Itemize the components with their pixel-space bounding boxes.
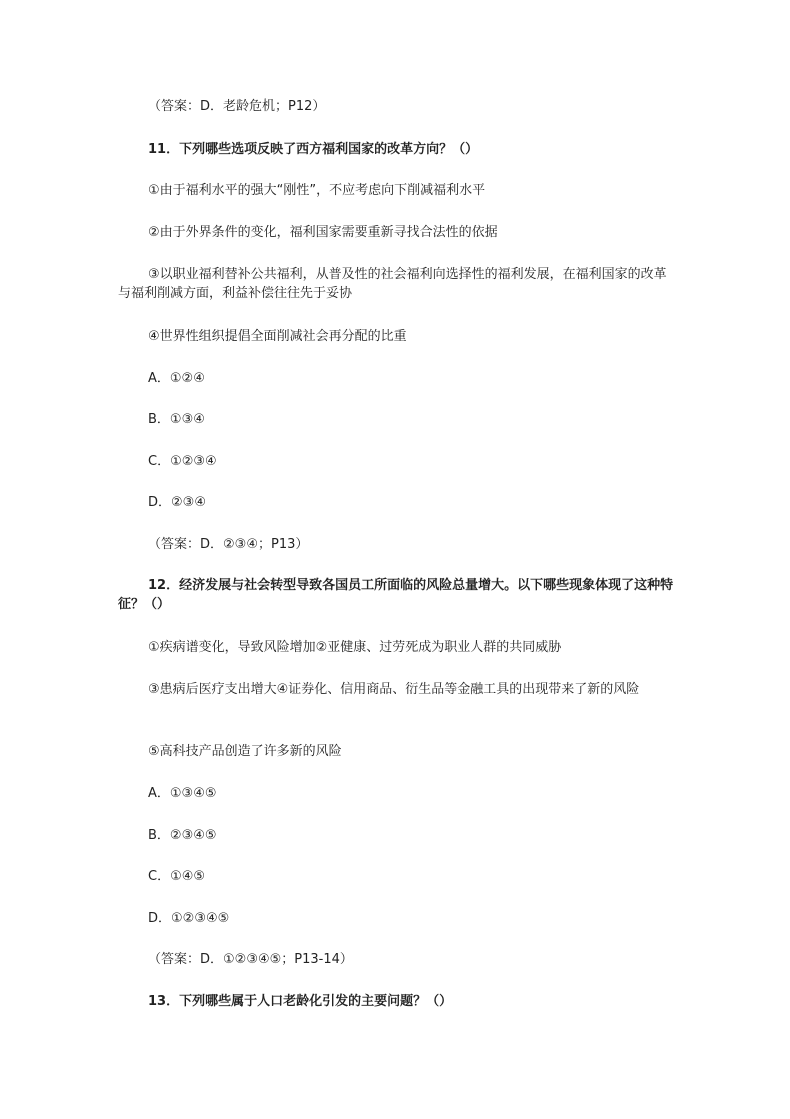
question-12-option-c: C．①④⑤	[148, 869, 206, 884]
question-11-option-d: D．②③④	[148, 495, 206, 510]
question-12-option-a: A．①③④⑤	[148, 786, 217, 801]
question-11-stem: 11．下列哪些选项反映了西方福利国家的改革方向？（）	[148, 142, 479, 157]
answer-line-q10: （答案：D．老龄危机；P12）	[148, 99, 326, 114]
answer-line-q12: （答案：D．①②③④⑤；P13-14）	[148, 952, 353, 967]
question-12-item-2: ③患病后医疗支出增大④证券化、信用商品、衍生品等金融工具的出现带来了新的风险	[148, 682, 640, 697]
question-12-item-3: ⑤高科技产品创造了许多新的风险	[148, 744, 342, 759]
question-12-option-b: B．②③④⑤	[148, 828, 217, 843]
question-12-item-1: ①疾病谱变化，导致风险增加②亚健康、过劳死成为职业人群的共同威胁	[148, 640, 562, 655]
question-12-stem: 12．经济发展与社会转型导致各国员工所面临的风险总量增大。以下哪些现象体现了这种特征？（）	[118, 578, 674, 612]
question-13-stem: 13．下列哪些属于人口老龄化引发的主要问题？（）	[148, 994, 453, 1009]
question-11-option-a: A．①②④	[148, 371, 205, 386]
question-11-option-c: C．①②③④	[148, 454, 217, 469]
question-11-item-1: ①由于福利水平的强大“刚性”，不应考虑向下削减福利水平	[148, 183, 486, 198]
question-11-option-b: B．①③④	[148, 412, 205, 427]
answer-line-q11: （答案：D．②③④；P13）	[148, 537, 309, 552]
question-11-item-3: ③以职业福利替补公共福利，从普及性的社会福利向选择性的福利发展，在福利国家的改革与福利削减方面，利益补偿往往先于妥协	[118, 267, 667, 301]
question-11-item-2: ②由于外界条件的变化，福利国家需要重新寻找合法性的依据	[148, 225, 498, 240]
question-11-item-4: ④世界性组织提倡全面削减社会再分配的比重	[148, 329, 407, 344]
question-12-option-d: D．①②③④⑤	[148, 911, 230, 926]
